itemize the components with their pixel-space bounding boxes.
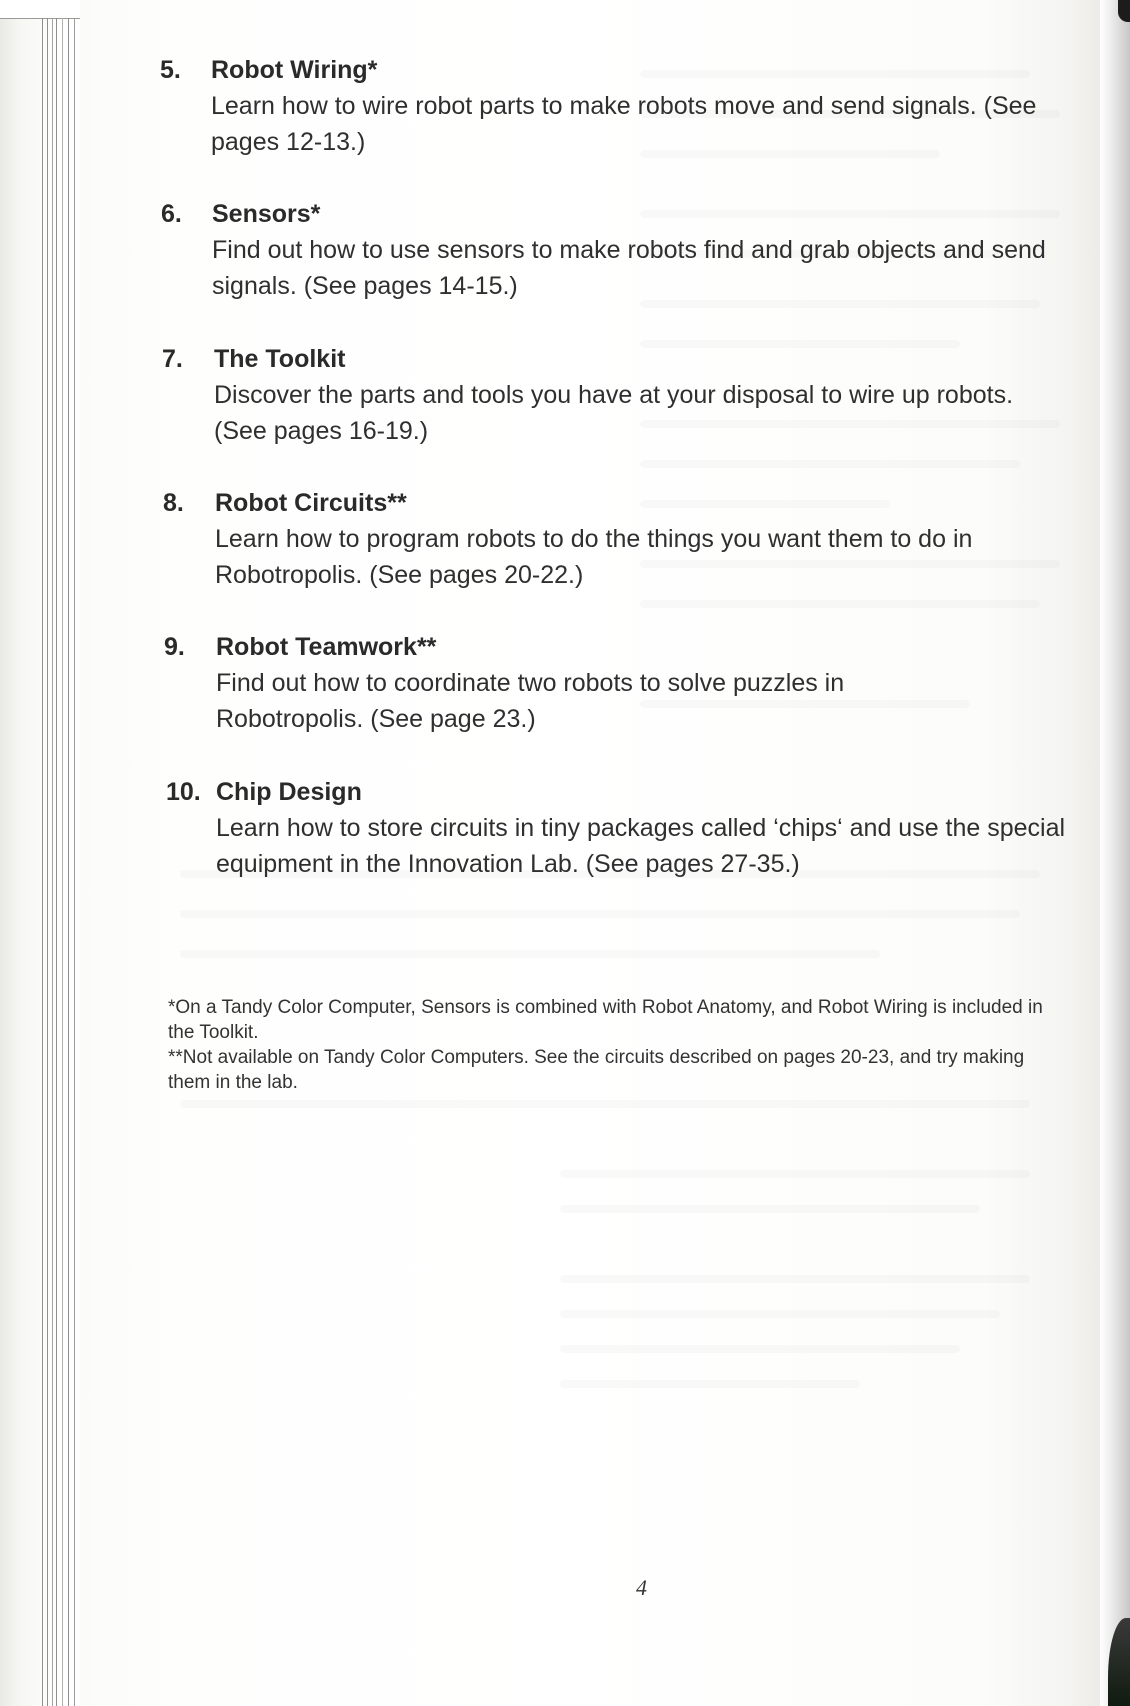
item-description: Learn how to wire robot parts to make robots move and send signals. (See pages 12-13.) [211, 92, 1037, 156]
item-number: 8. [163, 489, 184, 517]
footnote: **Not available on Tandy Color Computers. See the circuits described on pages 20-23, and try making them in the lab. [168, 1047, 1025, 1093]
item-number: 10. [166, 778, 201, 806]
item-title: Robot Teamwork** [216, 633, 437, 661]
item-title: Robot Circuits** [215, 489, 407, 517]
item-number: 9. [164, 633, 185, 661]
footnote: *On a Tandy Color Computer, Sensors is combined with Robot Anatomy, and Robot Wiring is included in the Toolkit. [168, 997, 1043, 1043]
item-number: 7. [162, 345, 183, 373]
item-description: Find out how to use sensors to make robots find and grab objects and send signals. (See pages 14-15.) [212, 236, 1046, 300]
item-title: The Toolkit [214, 345, 346, 373]
item-title: Chip Design [216, 778, 362, 806]
item-number: 6. [161, 200, 182, 228]
page-number: 4 [636, 1575, 647, 1600]
item-title: Sensors* [212, 200, 321, 228]
item-title: Robot Wiring* [211, 56, 378, 84]
item-number: 5. [160, 56, 181, 84]
item-description: Discover the parts and tools you have at your disposal to wire up robots. (See pages 16-19.) [214, 381, 1014, 445]
footnotes [168, 995, 1048, 1095]
item-description: Find out how to coordinate two robots to solve puzzles in Robotropolis. (See page 23.) [216, 669, 845, 733]
item-description: Learn how to store circuits in tiny packages called ‘chips‘ and use the special equipment in the Innovation Lab. (See pages 27-35.) [216, 814, 1066, 878]
item-description: Learn how to program robots to do the things you want them to do in Robotropolis. (See pages 20-22.) [215, 525, 973, 589]
